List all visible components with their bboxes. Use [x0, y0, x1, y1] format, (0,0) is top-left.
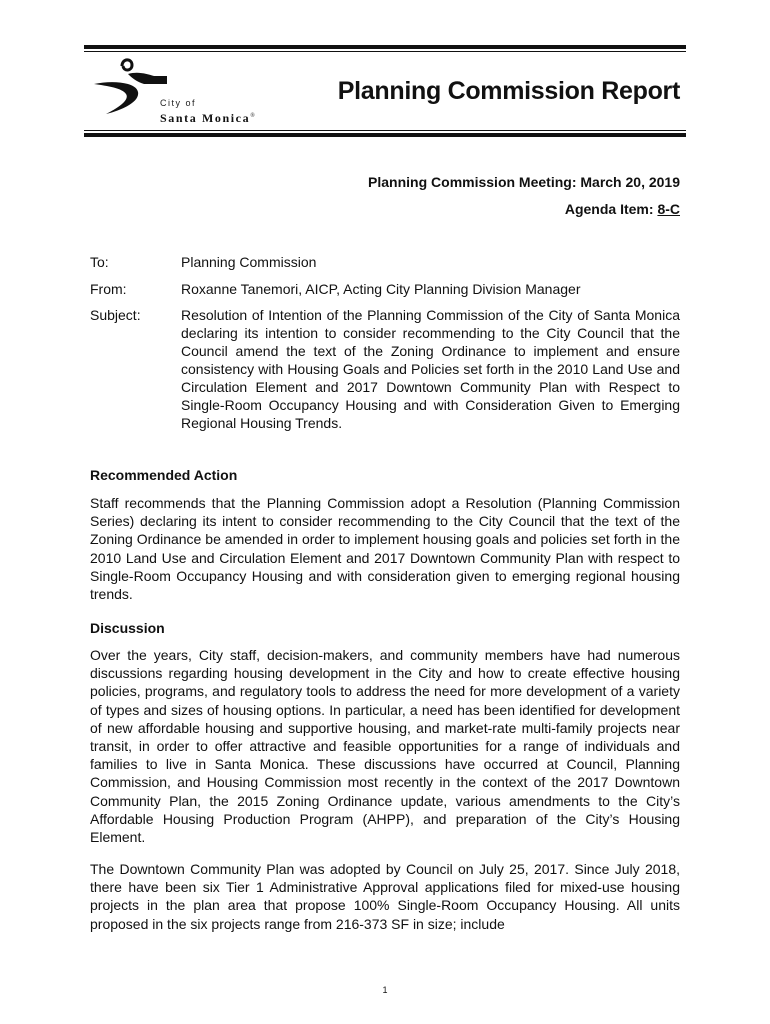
agenda-item-number: 8-C — [657, 201, 680, 217]
bottom-rule-thick — [84, 133, 686, 137]
city-logo — [92, 54, 292, 129]
agenda-item-label: Agenda Item: — [564, 201, 658, 217]
recommended-action-heading: Recommended Action — [90, 467, 238, 483]
report-title: Planning Commission Report — [337, 77, 680, 105]
logo-santa-monica — [160, 111, 256, 126]
discussion-heading: Discussion — [90, 620, 165, 636]
memo-from-value: Roxanne Tanemori, AICP, Acting City Planning Division Manager — [181, 281, 581, 297]
meeting-line: Planning Commission Meeting: March 20, 2019 — [368, 174, 680, 190]
memo-to-label: To: — [90, 254, 109, 270]
memo-to-value: Planning Commission — [181, 254, 317, 270]
logo-registered-mark: ® — [250, 113, 257, 119]
page-number: 1 — [382, 985, 388, 995]
city-logo-mark-icon — [92, 54, 172, 119]
memo-from-label: From: — [90, 281, 127, 297]
bottom-rule-thin — [84, 130, 686, 131]
discussion-paragraph-1: Over the years, City staff, decision-makers, and community members have had numerous discussions regarding housing development in the City and how to create effective housing policies, programs, and regulatory tools to address the need for more development of a variety of types and sizes of housing options. In particular, a need has been identified for development of new affordable housing and supportive housing, and market-rate multi-family projects near transit, in order to offer attractive and feasible opportunities for a range of individuals and families to live in Santa Monica. These discussions have occurred at Council, Planning Commission, and Housing Commission most recently in the context of the 2017 Downtown Community Plan, the 2015 Zoning Ordinance update, various amendments to the City’s Affordable Housing Production Program (AHPP), and preparation of the City’s Housing Element. — [90, 647, 680, 846]
top-rule-thin — [84, 51, 686, 52]
memo-subject-value: Resolution of Intention of the Planning Commission of the City of Santa Monica declaring its intention to consider recommending to the City Council that the Council amend the text of the Zoning Ordinance to implement and ensure consistency with Housing Goals and Policies set forth in the 2010 Land Use and Circulation Element and 2017 Downtown Community Plan with Respect to Single-Room Occupancy Housing and with Consideration Given to Emerging Regional Housing Trends. — [181, 307, 680, 431]
logo-santa-monica-text: Santa Monica — [160, 111, 251, 125]
top-rule-thick — [84, 45, 686, 49]
recommended-action-text: Staff recommends that the Planning Commission adopt a Resolution (Planning Commission Series) declaring its intent to consider recommending to the City Council that the text of the Zoning Ordinance be amended in order to implement housing goals and policies set forth in the 2010 Land Use and Circulation Element and 2017 Downtown Community Plan with respect to Single-Room Occupancy Housing and with consideration given to emerging regional housing trends. — [90, 495, 680, 603]
memo-subject-label: Subject: — [90, 307, 141, 323]
logo-city-of: City of — [160, 98, 197, 108]
agenda-item — [565, 201, 680, 217]
discussion-paragraph-2: The Downtown Community Plan was adopted by Council on July 25, 2017. Since July 2018, there have been six Tier 1 Administrative Approval applications filed for mixed-use housing projects in the plan area that propose 100% Single-Room Occupancy Housing. All units proposed in the six projects range from 216-373 SF in size; include — [90, 861, 680, 932]
